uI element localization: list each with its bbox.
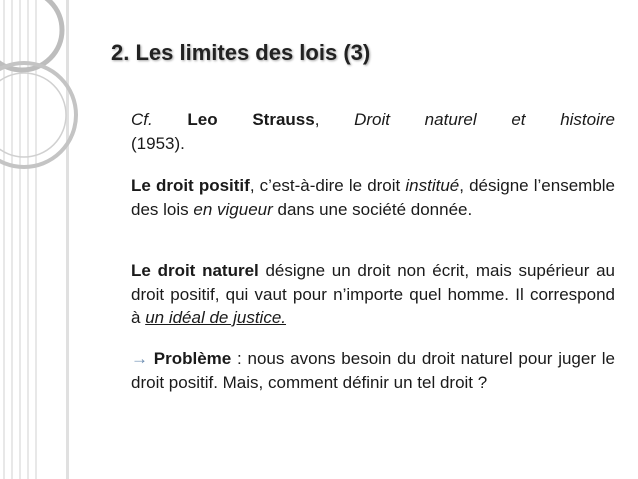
natural-law-text: désigne un droit non écrit, mais supérieur au droit positif, qui vaut pour n’importe quel homme. Il correspond à <box>131 261 615 327</box>
decorative-circles <box>0 0 100 479</box>
problem-text: : nous avons besoin du droit naturel pour juger le droit positif. Mais, comment définir un tel droit ? <box>131 349 616 392</box>
problem-label: Problème <box>153 349 232 368</box>
problem-paragraph <box>131 347 615 394</box>
positive-law-text-1: , c’est-à-dire le droit <box>249 176 406 195</box>
natural-law-term: Le droit naturel <box>131 261 259 280</box>
comma: , <box>314 110 355 129</box>
positive-law-text-2: , désigne l’ensemble des lois <box>131 176 616 219</box>
work-title: Droit naturel et histoire <box>354 110 615 129</box>
positive-law-term: Le droit positif <box>131 176 250 195</box>
positive-law-paragraph <box>131 174 615 221</box>
justice-ideal-phrase: un idéal de justice. <box>145 308 287 327</box>
in-force-phrase: en vigueur <box>193 199 273 219</box>
cf-abbrev: Cf. <box>131 110 153 129</box>
slide-title: 2. Les limites des lois (3) <box>111 40 371 65</box>
author-name: Leo Strauss <box>187 110 315 129</box>
arrow-icon: → <box>131 349 148 368</box>
natural-law-paragraph <box>131 259 615 330</box>
positive-law-text-3: dans une société donnée. <box>272 199 473 219</box>
reference-paragraph <box>131 108 615 155</box>
instituted-word: institué <box>405 176 460 195</box>
reference-year: (1953). <box>131 133 185 153</box>
reference-line-1 <box>131 108 615 132</box>
